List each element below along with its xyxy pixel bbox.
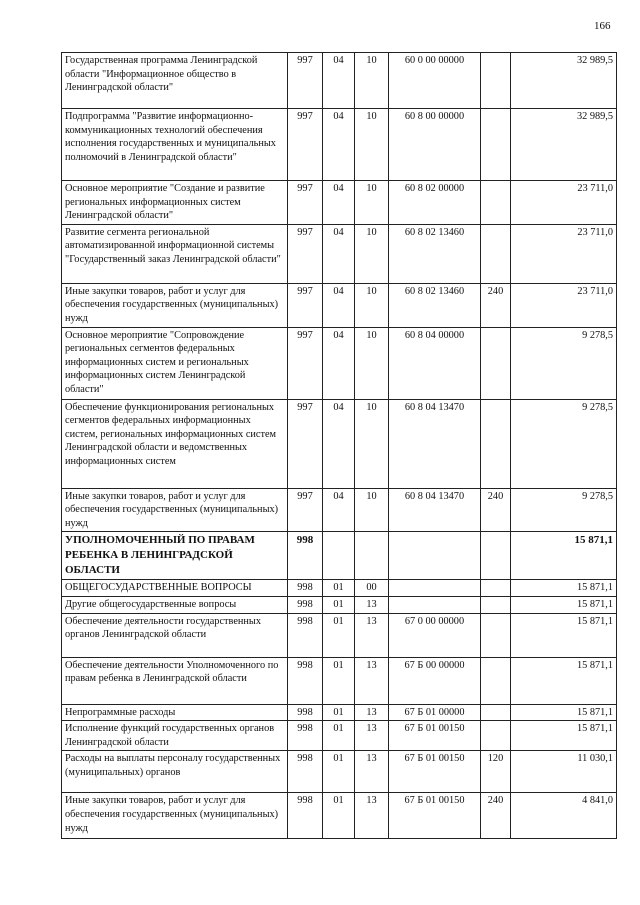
cell-section: 04 [323,327,355,399]
cell-expense-type [481,613,511,657]
cell-name: Иные закупки товаров, работ и услуг для обеспечения государственных (муниципальных) нужд [62,793,288,839]
cell-section: 01 [323,580,355,597]
cell-amount: 32 989,5 [511,53,617,109]
cell-ved: 998 [288,580,323,597]
cell-subsection: 13 [355,596,389,613]
cell-name: Иные закупки товаров, работ и услуг для обеспечения государственных (муниципальных) нужд [62,283,288,327]
cell-section: 01 [323,721,355,751]
cell-target-article: 67 Б 00 00000 [389,657,481,704]
cell-name: Исполнение функций государственных органов Ленинградской области [62,721,288,751]
cell-amount: 9 278,5 [511,399,617,488]
cell-target-article [389,532,481,580]
cell-ved: 998 [288,721,323,751]
cell-amount: 23 711,0 [511,224,617,283]
cell-subsection: 10 [355,109,389,181]
table-row [62,704,617,721]
table-row [62,596,617,613]
cell-target-article [389,596,481,613]
cell-ved: 997 [288,327,323,399]
cell-subsection: 13 [355,721,389,751]
table-row [62,613,617,657]
cell-amount: 15 871,1 [511,721,617,751]
cell-amount: 15 871,1 [511,657,617,704]
cell-target-article: 67 Б 01 00150 [389,793,481,839]
cell-expense-type [481,327,511,399]
cell-target-article: 60 8 00 00000 [389,109,481,181]
table-row [62,751,617,793]
cell-ved: 998 [288,704,323,721]
table-row [62,532,617,580]
cell-name: Другие общегосударственные вопросы [62,596,288,613]
cell-section: 01 [323,704,355,721]
table-row [62,580,617,597]
cell-name: УПОЛНОМОЧЕННЫЙ ПО ПРАВАМ РЕБЕНКА В ЛЕНИНГРАДСКОЙ ОБЛАСТИ [62,532,288,580]
cell-section: 04 [323,181,355,225]
cell-amount: 15 871,1 [511,580,617,597]
cell-section: 01 [323,657,355,704]
cell-amount: 4 841,0 [511,793,617,839]
cell-expense-type [481,532,511,580]
cell-subsection: 10 [355,327,389,399]
cell-subsection: 10 [355,488,389,532]
cell-amount: 32 989,5 [511,109,617,181]
cell-expense-type [481,224,511,283]
cell-ved: 997 [288,488,323,532]
cell-expense-type [481,181,511,225]
cell-name: Расходы на выплаты персоналу государственных (муниципальных) органов [62,751,288,793]
cell-ved: 997 [288,283,323,327]
cell-name: Основное мероприятие "Создание и развитие региональных информационных систем Ленинградской области" [62,181,288,225]
cell-subsection: 13 [355,613,389,657]
cell-target-article [389,580,481,597]
cell-subsection: 10 [355,53,389,109]
cell-amount: 15 871,1 [511,613,617,657]
cell-section: 01 [323,596,355,613]
table-row [62,283,617,327]
cell-amount: 15 871,1 [511,704,617,721]
cell-subsection: 13 [355,793,389,839]
cell-subsection: 00 [355,580,389,597]
table-row [62,488,617,532]
cell-ved: 998 [288,751,323,793]
cell-subsection: 10 [355,399,389,488]
cell-ved: 997 [288,399,323,488]
page-number: 166 [594,20,611,32]
cell-amount: 11 030,1 [511,751,617,793]
cell-expense-type [481,53,511,109]
cell-expense-type: 240 [481,283,511,327]
cell-name: Непрограммные расходы [62,704,288,721]
cell-target-article: 67 Б 01 00000 [389,704,481,721]
table-row [62,181,617,225]
cell-target-article: 60 0 00 00000 [389,53,481,109]
cell-expense-type: 240 [481,793,511,839]
cell-amount: 23 711,0 [511,181,617,225]
cell-target-article: 60 8 02 13460 [389,224,481,283]
cell-target-article: 67 Б 01 00150 [389,721,481,751]
cell-expense-type [481,704,511,721]
table-row [62,657,617,704]
cell-subsection: 10 [355,224,389,283]
cell-section: 04 [323,283,355,327]
cell-ved: 997 [288,53,323,109]
cell-expense-type [481,721,511,751]
budget-table [61,52,617,839]
cell-subsection: 10 [355,181,389,225]
cell-name: Обеспечение функционирования региональных сегментов федеральных информационных систем, региональных информационных систем Ленинградской области и ведомственных информационных систем [62,399,288,488]
cell-ved: 998 [288,532,323,580]
cell-expense-type [481,399,511,488]
cell-ved: 997 [288,181,323,225]
cell-target-article: 60 8 04 13470 [389,399,481,488]
cell-name: Развитие сегмента региональной автоматизированной информационной системы "Государственный заказ Ленинградской области" [62,224,288,283]
cell-ved: 998 [288,613,323,657]
table-row [62,793,617,839]
cell-subsection [355,532,389,580]
table-row [62,53,617,109]
cell-section: 01 [323,751,355,793]
cell-target-article: 67 Б 01 00150 [389,751,481,793]
cell-ved: 997 [288,109,323,181]
cell-name: ОБЩЕГОСУДАРСТВЕННЫЕ ВОПРОСЫ [62,580,288,597]
cell-section [323,532,355,580]
cell-name: Государственная программа Ленинградской области "Информационное общество в Ленинградской области" [62,53,288,109]
cell-target-article: 67 0 00 00000 [389,613,481,657]
cell-amount: 15 871,1 [511,532,617,580]
cell-name: Подпрограмма "Развитие информационно-коммуникационных технологий обеспечения исполнения государственных и муниципальных полномочий в Ленинградской области" [62,109,288,181]
cell-expense-type [481,596,511,613]
cell-amount: 9 278,5 [511,327,617,399]
cell-amount: 15 871,1 [511,596,617,613]
cell-subsection: 13 [355,657,389,704]
cell-ved: 997 [288,224,323,283]
table-row [62,224,617,283]
cell-name: Обеспечение деятельности Уполномоченного по правам ребенка в Ленинградской области [62,657,288,704]
table-row [62,721,617,751]
cell-target-article: 60 8 04 00000 [389,327,481,399]
cell-expense-type: 240 [481,488,511,532]
cell-ved: 998 [288,793,323,839]
cell-ved: 998 [288,596,323,613]
cell-name: Иные закупки товаров, работ и услуг для обеспечения государственных (муниципальных) нужд [62,488,288,532]
cell-target-article: 60 8 04 13470 [389,488,481,532]
cell-expense-type [481,580,511,597]
cell-section: 04 [323,109,355,181]
cell-subsection: 10 [355,283,389,327]
cell-name: Основное мероприятие "Сопровождение региональных сегментов федеральных информационных систем и региональных информационных систем Ленинградской области" [62,327,288,399]
cell-subsection: 13 [355,751,389,793]
cell-section: 04 [323,399,355,488]
cell-expense-type [481,657,511,704]
cell-section: 01 [323,613,355,657]
cell-section: 04 [323,488,355,532]
table-row [62,327,617,399]
cell-target-article: 60 8 02 13460 [389,283,481,327]
cell-ved: 998 [288,657,323,704]
cell-amount: 23 711,0 [511,283,617,327]
cell-section: 04 [323,224,355,283]
table-row [62,399,617,488]
cell-amount: 9 278,5 [511,488,617,532]
cell-target-article: 60 8 02 00000 [389,181,481,225]
cell-expense-type [481,109,511,181]
cell-subsection: 13 [355,704,389,721]
cell-name: Обеспечение деятельности государственных органов Ленинградской области [62,613,288,657]
cell-section: 01 [323,793,355,839]
cell-section: 04 [323,53,355,109]
cell-expense-type: 120 [481,751,511,793]
table-row [62,109,617,181]
